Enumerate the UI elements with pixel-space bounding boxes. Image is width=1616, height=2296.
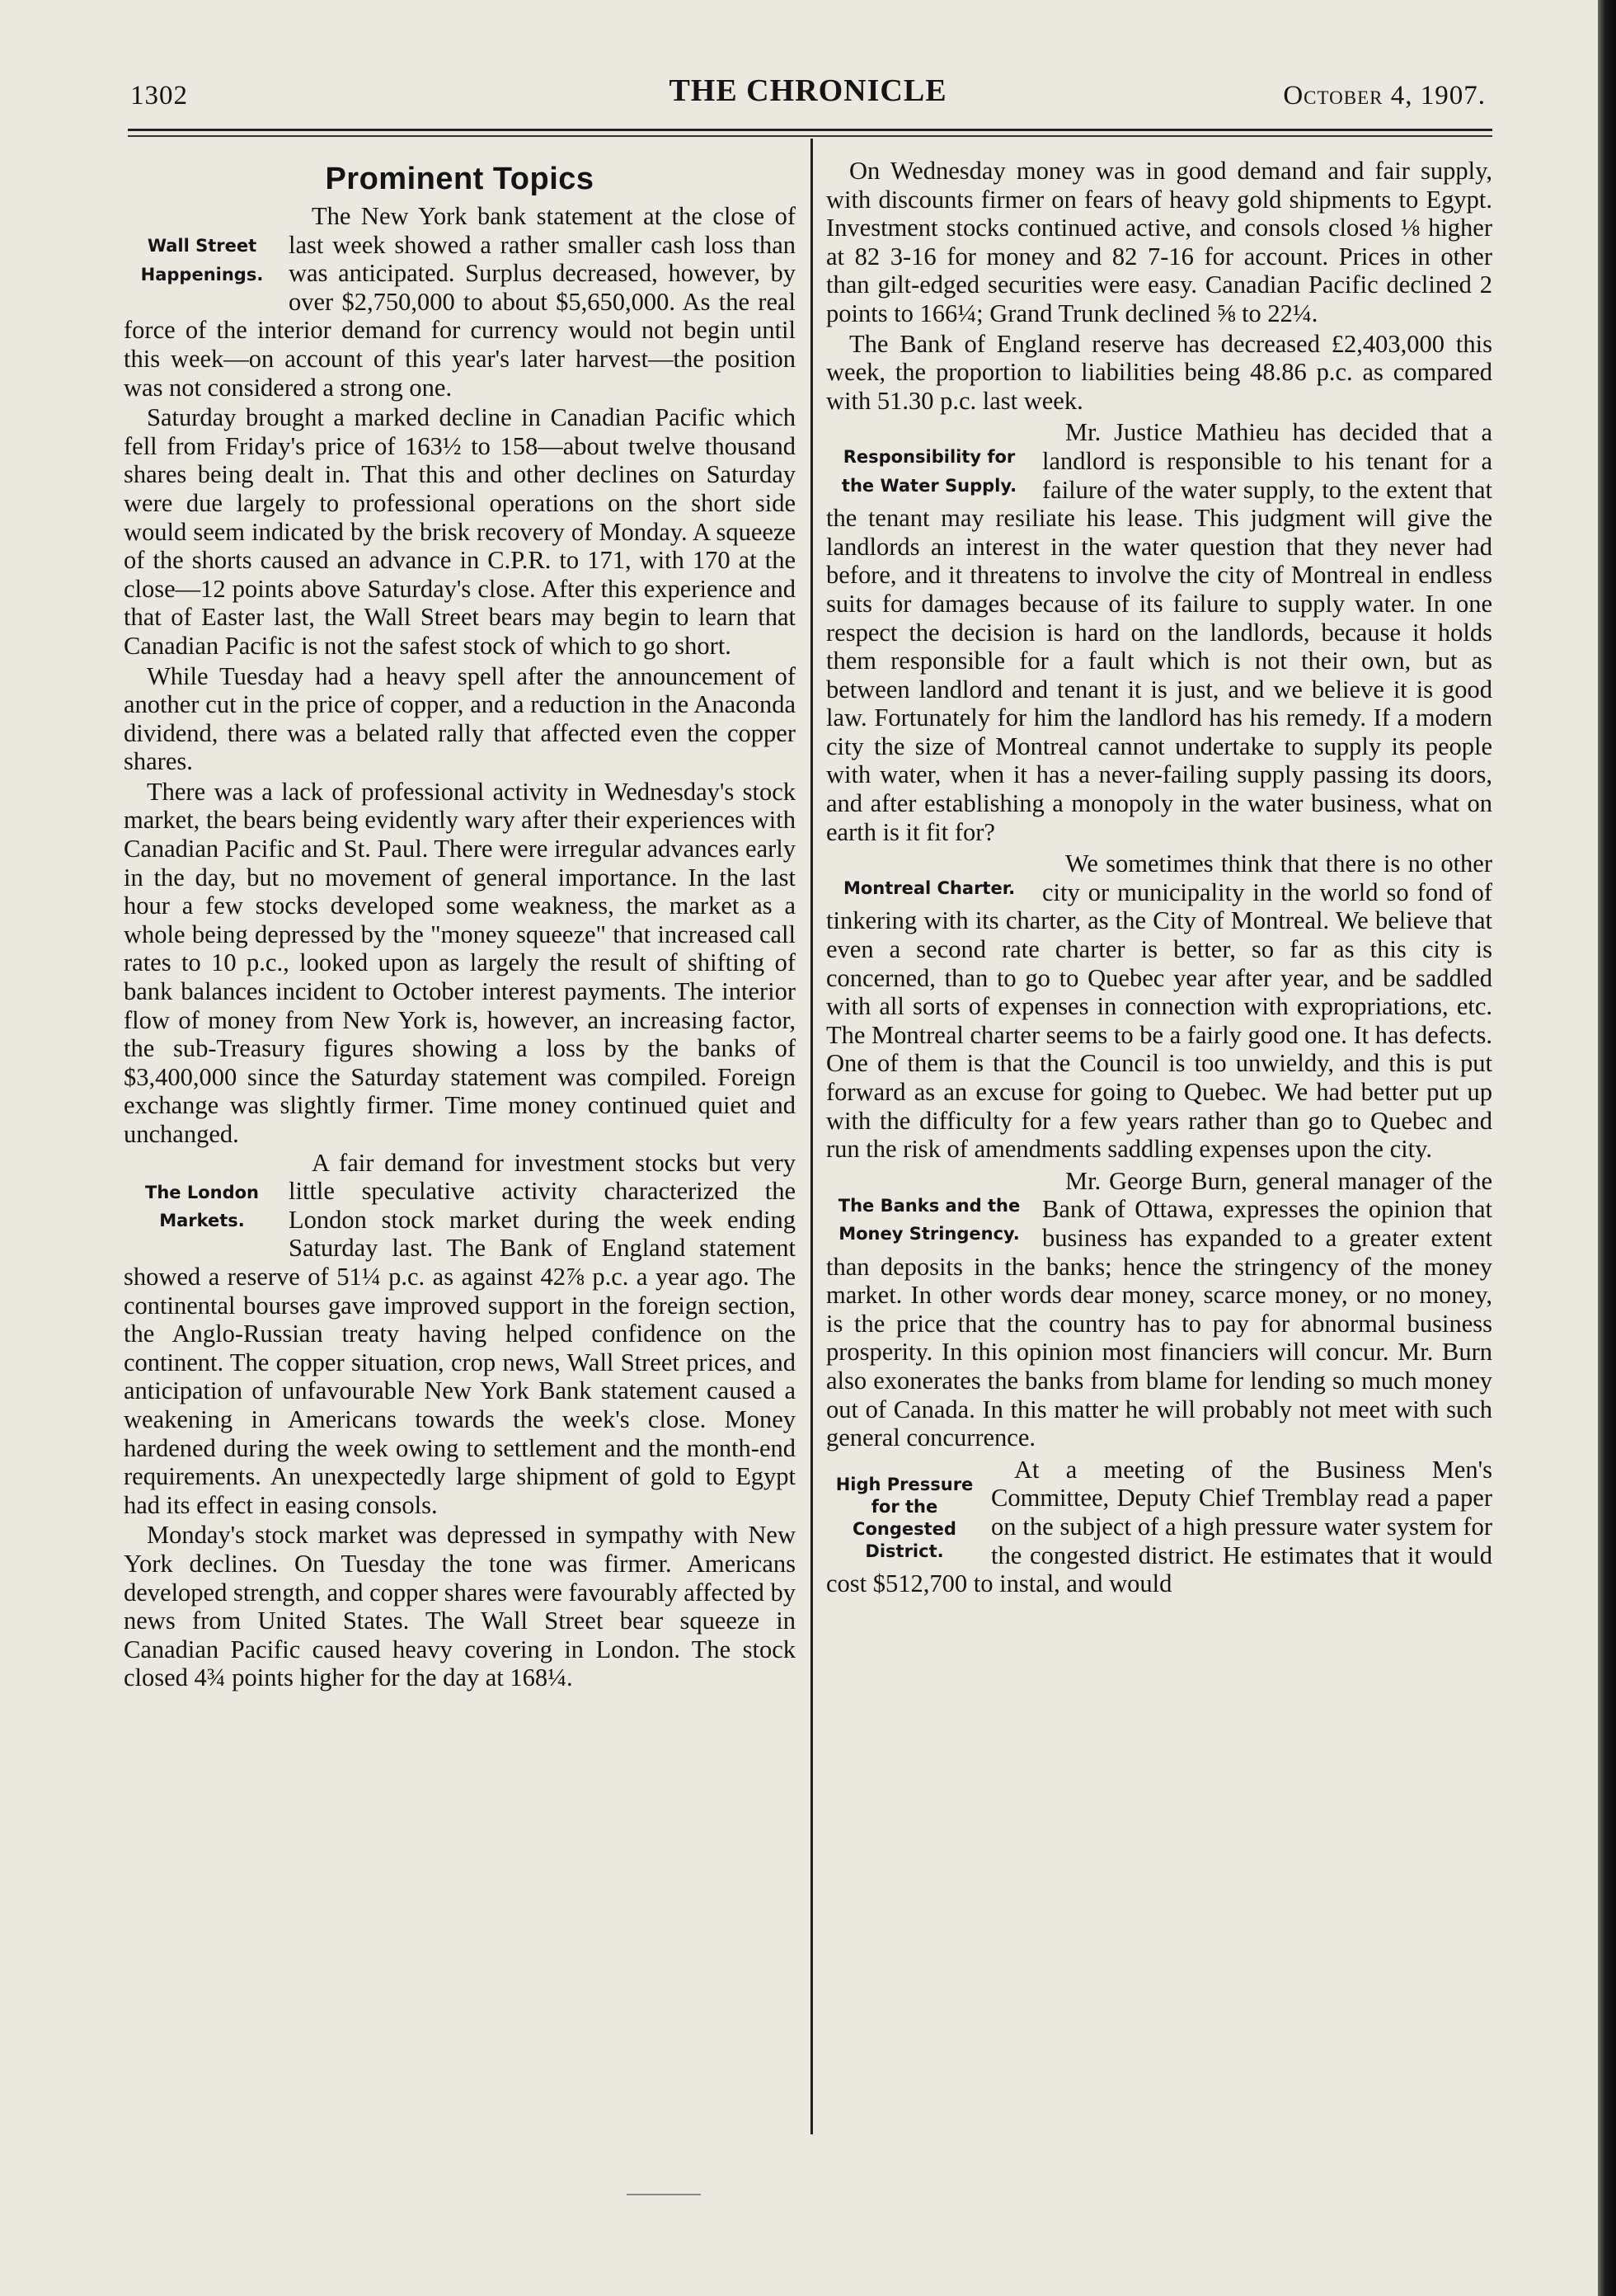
column-divider [810, 139, 813, 2134]
sidehead-water-supply: Responsibility for the Water Supply. [841, 447, 1017, 496]
sidehead-banks-stringency: The Banks and the Money Stringency. [838, 1195, 1021, 1244]
article-high-pressure [826, 1456, 1492, 1598]
header-rule-secondary [128, 135, 1492, 137]
page-edge-shadow [1598, 0, 1616, 2296]
page-number: 1302 [130, 81, 188, 111]
article-montreal-charter [826, 849, 1492, 1164]
paragraph: The Bank of England reserve has decreased £2,403,000 this week, the proportion to liabilities being 48.86 p.c. as compared with 51.30 p.c. last week. [826, 329, 1492, 415]
sidehead-london-markets: The London Markets. [145, 1182, 259, 1231]
footer-dash [627, 2194, 701, 2195]
paragraph: Mr. Justice Mathieu has decided that a landlord is responsible to his tenant for a failure of the water supply, to the extent that the tenant may resiliate his lease. This judgment will give the landlords an interest in the water question that they never had before, and it threatens to involve the city of Montreal in endless suits for damages because of its failure to supply water. In one respect the decision is hard on the landlords, because it holds them responsible for a fault which is not their own, but as between landlord and tenant it is just, and we believe it is good law. Fortunately for him the landlord has his remedy. If a modern city the size of Montreal cannot undertake to supply its people with water, when it has a never-failing supply passing its doors, and after establishing a monopoly in the water business, what on earth is it fit for? [826, 418, 1492, 846]
paragraph: At a meeting of the Business Men's Committee, Deputy Chief Tremblay read a paper on the subject of a high pressure water system for the congested district. He estimates that it would cost $512,700 to instal, and would [826, 1455, 1492, 1598]
header-rule [128, 129, 1492, 131]
section-title: Prominent Topics [325, 162, 594, 196]
paragraph: There was a lack of professional activity in Wednesday's stock market, the bears being evidently wary after their experiences with Canadian Pacific and St. Paul. There were irregular advances early in the day, but no movement of general importance. In the last hour a few stocks developed some weakness, the market as a whole being depressed by the "money squeeze" that increased call rates to 10 p.c., looked upon as largely the result of shifting of bank balances incident to October interest payments. The interior flow of money from New York is, however, an increasing factor, the sub-Treasury figures showing a loss by the banks of $3,400,000 since the Saturday statement was compiled. Foreign exchange was slightly firmer. Time money continued quiet and unchanged. [124, 777, 796, 1148]
page-header [124, 71, 1492, 120]
left-column [124, 157, 796, 1692]
sidehead-wall-street: Wall Street Happenings. [140, 236, 264, 285]
article-banks-stringency [826, 1167, 1492, 1452]
issue-date: October 4, 1907. [1283, 81, 1486, 111]
paragraph: Mr. George Burn, general manager of the Bank of Ottawa, expresses the opinion that business has expanded to a greater extent than deposits in the banks; hence the stringency of the money market. In other words dear money, scarce money, or no money, is the price that the country has to pay for abnormal business prosperity. In this opinion most financiers will concur. Mr. Burn also exonerates the banks from blame for lending so much money out of Canada. In this matter he will probably not meet with such general concurrence. [826, 1166, 1492, 1452]
sidehead-high-pressure: High Pressure for the Congested District. [835, 1474, 974, 1561]
publication-title: THE CHRONICLE [669, 73, 947, 108]
right-column [826, 157, 1492, 1598]
paragraph: On Wednesday money was in good demand and fair supply, with discounts firmer on fears of heavy gold shipments to Egypt. Investment stocks continued active, and consols closed ⅛ higher at 82 3-16 for money and 82 7-16 for account. Prices in other than gilt-edged securities were easy. Canadian Pacific declined 2 points to 166¼; Grand Trunk declined ⅝ to 22¼. [826, 157, 1492, 327]
article-london-markets [124, 1149, 796, 1692]
paragraph: The New York bank statement at the close of last week showed a rather smaller cash loss than was anticipated. Surplus decreased, however, by over $2,750,000 to about $5,650,000. As the real force of the interior demand for currency would not begin until this week—on account of this year's later harvest—the position was not considered a strong one. [124, 202, 796, 402]
paragraph: Monday's stock market was depressed in sympathy with New York declines. On Tuesday the tone was firmer. Americans developed strength, and copper shares were favourably affected by news from United States. The Wall Street bear squeeze in Canadian Pacific caused heavy covering in London. The stock closed 4¾ points higher for the day at 168¼. [124, 1521, 796, 1692]
article-wall-street [124, 202, 796, 1149]
paragraph: A fair demand for investment stocks but very little speculative activity characterized the London stock market during the week ending Saturday last. The Bank of England statement showed a reserve of 51¼ p.c. as against 42⅞ p.c. a year ago. The continental bourses gave improved support in the foreign section, the Anglo-Russian treaty having helped confidence on the continent. The copper situation, crop news, Wall Street prices, and anticipation of unfavourable New York Bank statement caused a weakening in Americans towards the week's close. Money hardened during the week owing to settlement and the month-end requirements. An unexpectedly large shipment of gold to Egypt had its effect in easing consols. [124, 1148, 796, 1519]
paragraph: Saturday brought a marked decline in Canadian Pacific which fell from Friday's price of 163½ to 158—about twelve thousand shares being dealt in. That this and other declines on Saturday were due largely to professional operations on the short side would seem indicated by the brisk recovery of Monday. A squeeze of the shorts caused an advance in C.P.R. to 171, with 170 at the close—12 points above Saturday's close. After this experience and that of Easter last, the Wall Street bears may begin to learn that Canadian Pacific is not the safest stock of which to go short. [124, 403, 796, 660]
paragraph: We sometimes think that there is no other city or municipality in the world so fond of tinkering with its charter, as the City of Montreal. We believe that even a second rate charter is better, so far as this city is concerned, than to go to Quebec year after year, and be saddled with all sorts of expenses in connection with expropriations, etc. The Montreal charter seems to be a fairly good one. It has defects. One of them is that the Council is too unwieldy, and this is put forward as an excuse for going to Quebec. We had better put up with the difficulty for a few years rather than go to Quebec and run the risk of amendments saddling expenses upon the city. [826, 849, 1492, 1164]
sidehead-montreal-charter: Montreal Charter. [843, 878, 1016, 899]
paragraph: While Tuesday had a heavy spell after the announcement of another cut in the price of copper, and a reduction in the Anaconda dividend, there was a belated rally that affected even the copper shares. [124, 661, 796, 776]
article-water-supply [826, 418, 1492, 846]
